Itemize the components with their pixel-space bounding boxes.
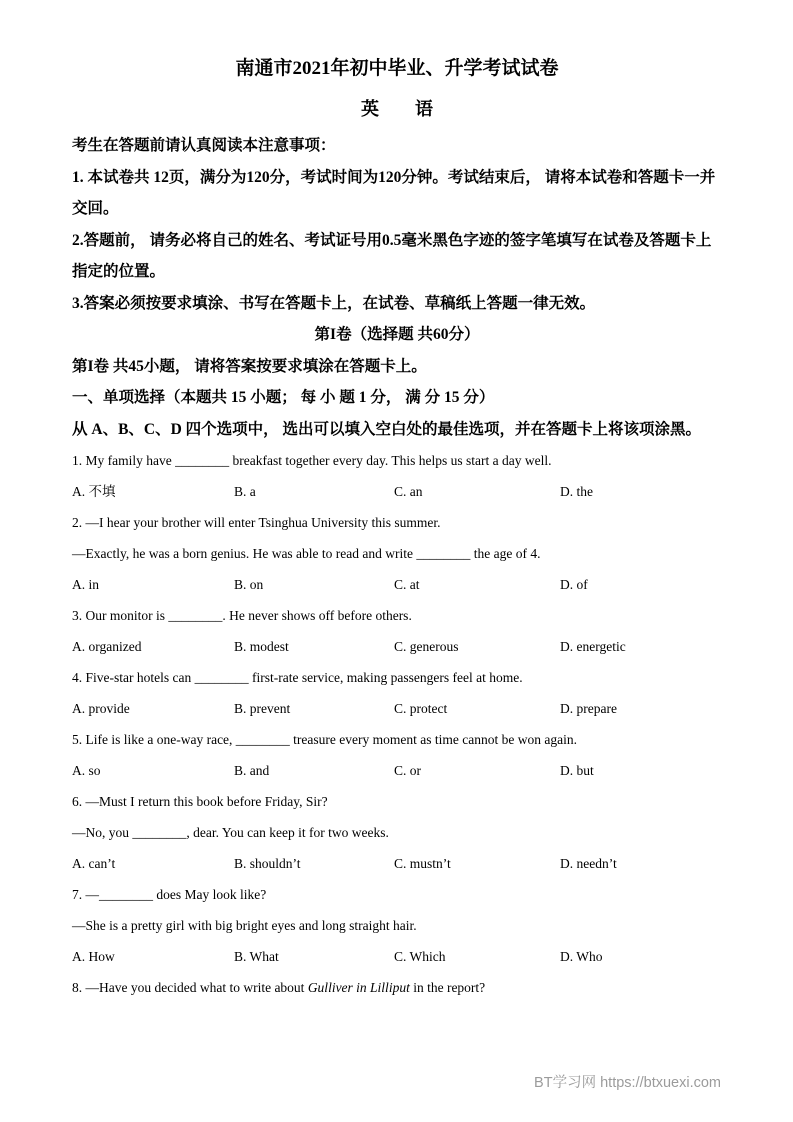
- question-3: [72, 600, 722, 662]
- watermark: BT学习网 https://btxuexi.com: [534, 1075, 721, 1091]
- question-4: [72, 662, 722, 724]
- notice-item-3: 3.答案必须按要求填涂、书写在答题卡上，在试卷、草稿纸上答题一律无效。: [72, 294, 596, 312]
- question-1: [72, 445, 722, 507]
- part-instruction: 第I卷 共45小题， 请将答案按要求填涂在答题卡上。: [72, 357, 427, 375]
- question-6-options: [72, 848, 722, 879]
- section-instruction: 从 A、B、C、D 四个选项中， 选出可以填入空白处的最佳选项，并在答题卡上将该项涂黑。: [72, 420, 702, 438]
- question-1-options: [72, 476, 722, 507]
- question-7-option-b: B. What: [234, 949, 279, 964]
- question-4-option-b: B. prevent: [234, 701, 291, 716]
- question-6: [72, 786, 722, 879]
- notice-item-1: 1. 本试卷共 12页，满分为120分，考试时间为120分钟。考试结束后， 请将本试卷和答题卡一并交回。: [72, 168, 716, 217]
- question-5-option-c: C. or: [394, 763, 421, 778]
- question-6-option-b: B. shouldn’t: [234, 856, 301, 871]
- question-6-option-c: C. mustn’t: [394, 856, 451, 871]
- question-2-option-d: D. of: [560, 577, 588, 592]
- question-8-stem-suffix: in the report?: [409, 980, 486, 995]
- question-3-option-c: C. generous: [394, 639, 459, 654]
- question-2-stem-line-2: —Exactly, he was a born genius. He was able to read and write ________ the age of 4.: [72, 546, 541, 561]
- question-6-option-d: D. needn’t: [560, 856, 617, 871]
- part-title: 第I卷（选择题 共60分）: [314, 326, 480, 343]
- question-4-options: [72, 693, 722, 724]
- section-title: 一、单项选择（本题共 15 小题； 每 小 题 1 分， 满 分 15 分）: [72, 389, 495, 406]
- question-7-option-d: D. Who: [560, 949, 603, 964]
- question-3-option-a: A. organized: [72, 639, 142, 654]
- question-5-options: [72, 755, 722, 786]
- page-title: 南通市2021年初中毕业、升学考试试卷: [235, 58, 559, 79]
- question-5: [72, 724, 722, 786]
- question-6-option-a: A. can’t: [72, 856, 116, 871]
- question-8-stem: [72, 972, 722, 1003]
- question-7-option-c: C. Which: [394, 949, 446, 964]
- question-7: [72, 879, 722, 972]
- question-3-stem: 3. Our monitor is ________. He never shows off before others.: [72, 608, 412, 623]
- question-7-stem-line-1: 7. —________ does May look like?: [72, 887, 267, 902]
- question-1-option-a: A. 不填: [72, 484, 116, 499]
- question-1-option-b: B. a: [234, 484, 256, 499]
- question-3-option-d: D. energetic: [560, 639, 626, 654]
- notice-heading: 考生在答题前请认真阅读本注意事项：: [72, 137, 336, 154]
- question-5-stem: 5. Life is like a one-way race, ________ treasure every moment as time cannot be won again.: [72, 732, 577, 747]
- question-2-stem-line-1: 2. —I hear your brother will enter Tsinghua University this summer.: [72, 515, 441, 530]
- question-2-option-a: A. in: [72, 577, 99, 592]
- question-6-stem-line-1: 6. —Must I return this book before Friday, Sir?: [72, 794, 328, 809]
- question-7-option-a: A. How: [72, 949, 115, 964]
- question-4-option-d: D. prepare: [560, 701, 617, 716]
- question-4-stem: 4. Five-star hotels can ________ first-rate service, making passengers feel at home.: [72, 670, 523, 685]
- question-4-option-c: C. protect: [394, 701, 448, 716]
- question-2-option-b: B. on: [234, 577, 264, 592]
- question-3-option-b: B. modest: [234, 639, 289, 654]
- question-7-stem-line-2: —She is a pretty girl with big bright eyes and long straight hair.: [72, 918, 417, 933]
- question-7-options: [72, 941, 722, 972]
- question-2-options: [72, 569, 722, 600]
- question-1-stem: 1. My family have ________ breakfast together every day. This helps us start a day well.: [72, 453, 552, 468]
- question-4-option-a: A. provide: [72, 701, 130, 716]
- question-2-option-c: C. at: [394, 577, 420, 592]
- question-3-options: [72, 631, 722, 662]
- question-2: [72, 507, 722, 600]
- question-8-stem-prefix: 8. —Have you decided what to write about: [72, 980, 308, 995]
- question-1-option-c: C. an: [394, 484, 423, 499]
- question-5-option-b: B. and: [234, 763, 270, 778]
- question-8: [72, 972, 722, 1003]
- question-6-stem-line-2: —No, you ________, dear. You can keep it for two weeks.: [72, 825, 389, 840]
- question-1-option-d: D. the: [560, 484, 593, 499]
- subject-title: 英 语: [361, 99, 433, 119]
- question-5-option-d: D. but: [560, 763, 594, 778]
- notice-item-2: 2.答题前， 请务必将自己的姓名、考试证号用0.5毫米黑色字迹的签字笔填写在试卷及答题卡上指定的位置。: [72, 231, 712, 280]
- question-8-book-title: Gulliver in Lilliput: [307, 980, 410, 995]
- question-5-option-a: A. so: [72, 763, 101, 778]
